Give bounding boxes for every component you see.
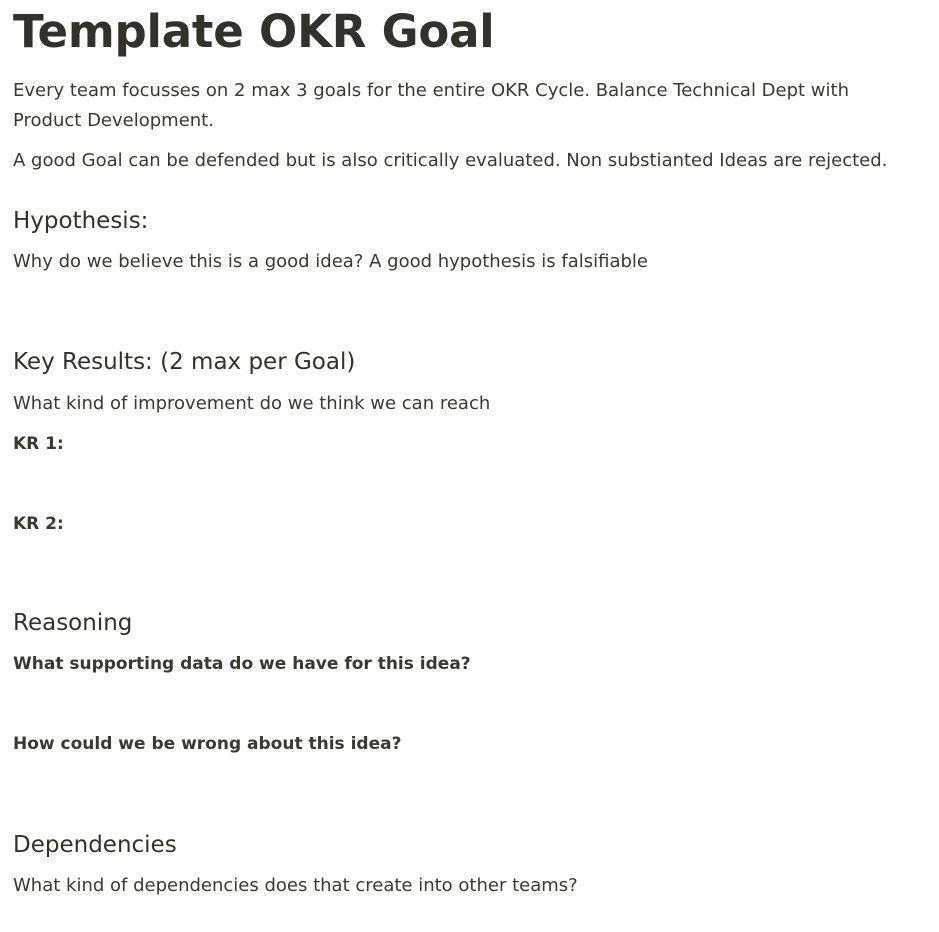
kr2-label: KR 2: bbox=[13, 514, 64, 534]
dependencies-text: What kind of dependencies does that create into other teams? bbox=[13, 875, 578, 896]
intro-paragraph: Every team focusses on 2 max 3 goals for the entire OKR Cycle. Balance Technical Dept with Product Development. bbox=[13, 80, 849, 131]
key-results-text: What kind of improvement do we think we can reach bbox=[13, 393, 491, 414]
hypothesis-heading: Hypothesis: bbox=[13, 208, 149, 234]
reasoning-question-wrong: How could we be wrong about this idea? bbox=[13, 734, 402, 754]
intro-paragraph-2: A good Goal can be defended but is also critically evaluated. Non substianted Ideas are rejected. bbox=[13, 150, 888, 171]
hypothesis-text: Why do we believe this is a good idea? A good hypothesis is falsifiable bbox=[13, 251, 648, 272]
dependencies-heading: Dependencies bbox=[13, 832, 177, 858]
reasoning-heading: Reasoning bbox=[13, 610, 133, 636]
page-title: Template OKR Goal bbox=[13, 5, 495, 58]
kr1-label: KR 1: bbox=[13, 434, 64, 454]
reasoning-question-supporting-data: What supporting data do we have for this idea? bbox=[13, 654, 471, 674]
key-results-heading: Key Results: (2 max per Goal) bbox=[13, 349, 356, 375]
